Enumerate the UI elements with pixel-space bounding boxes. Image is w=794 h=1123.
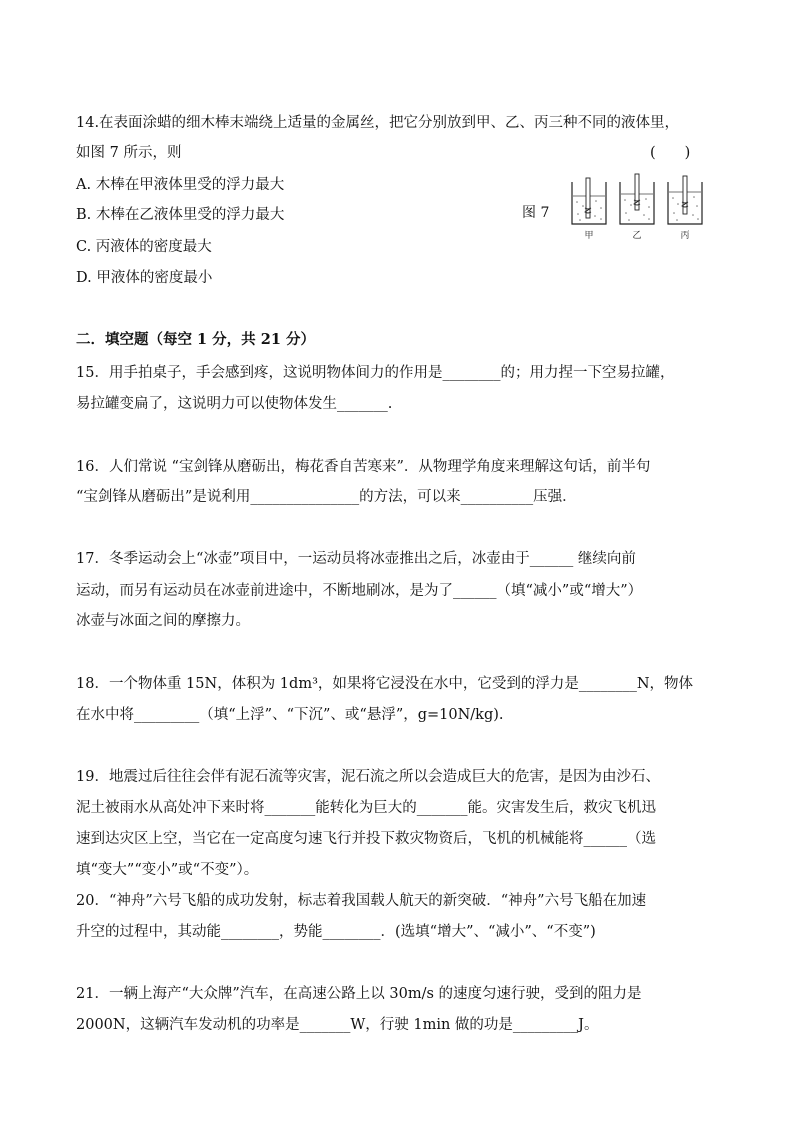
beaker-bing xyxy=(668,176,702,224)
q14-line-1: 14.在表面涂蜡的细木棒末端绕上适量的金属丝，把它分别放到甲、乙、丙三种不同的液体里， xyxy=(76,115,680,131)
q18-line-1: 18．一个物体重 15N，体积为 1dm³，如果将它浸没在水中，它受到的浮力是________N，物体 xyxy=(76,676,694,692)
q21-line-2: 2000N，这辆汽车发动机的功率是_______W，行驶 1min 做的功是_________J。 xyxy=(76,1017,599,1033)
q19-line-4: 填“变大”“变小”或“不变”）。 xyxy=(76,862,259,878)
q17-line-3: 冰壶与冰面之间的摩擦力。 xyxy=(76,613,250,629)
beaker-yi xyxy=(620,174,654,224)
q19-line-2: 泥土被雨水从高处冲下来时将_______能转化为巨大的_______能。灾害发生后，救灾飞机迅 xyxy=(76,800,656,816)
section-heading: 二．填空题（每空 1 分，共 21 分） xyxy=(76,331,315,348)
q15-line-2: 易拉罐变扁了，这说明力可以使物体发生_______. xyxy=(76,396,393,412)
q16-line-2: “宝剑锋从磨砺出”是说利用_______________的方法，可以来__________压强． xyxy=(76,489,577,505)
q14-option-d: D. 甲液体的密度最小 xyxy=(76,270,213,286)
q20-line-2: 升空的过程中，其动能________，势能________．(选填“增大”、“减小”、“不变”) xyxy=(76,924,596,940)
beaker-label-bing: 丙 xyxy=(680,231,690,241)
q14-option-a: A. 木棒在甲液体里受的浮力最大 xyxy=(76,177,285,193)
figure-7-label: 图 7 xyxy=(522,205,550,221)
q17-line-1: 17．冬季运动会上“冰壶”项目中，一运动员将冰壶推出之后，冰壶由于______ 继续向前 xyxy=(76,551,636,567)
q21-line-1: 21．一辆上海产“大众牌”汽车，在高速公路上以 30m/s 的速度匀速行驶，受到的阻力是 xyxy=(76,986,642,1002)
q19-line-1: 19．地震过后往往会伴有泥石流等灾害，泥石流之所以会造成巨大的危害，是因为由沙石、 xyxy=(76,769,660,785)
q15-line-1: 15．用手拍桌子，手会感到疼，这说明物体间力的作用是________的；用力捏一下空易拉罐， xyxy=(76,365,675,381)
q16-line-1: 16．人们常说 “宝剑锋从磨砺出，梅花香自苦寒来”．从物理学角度来理解这句话，前半句 xyxy=(76,459,651,475)
answer-paren: ( ) xyxy=(650,145,691,161)
q18-line-2: 在水中将_________（填“上浮”、“下沉”、或“悬浮”，g=10N/kg). xyxy=(76,707,504,723)
q17-line-2: 运动，而另有运动员在冰壶前进途中，不断地刷冰，是为了______（填“减小”或“增大”） xyxy=(76,583,643,599)
figure-7-beakers xyxy=(568,172,708,244)
q20-line-1: 20．“神舟”六号飞船的成功发射，标志着我国载人航天的新突破．“神舟”六号飞船在加速 xyxy=(76,893,647,909)
beaker-label-jia: 甲 xyxy=(584,231,594,241)
q19-line-3: 速到达灾区上空，当它在一定高度匀速飞行并投下救灾物资后，飞机的机械能将______（选 xyxy=(76,831,656,847)
beaker-label-yi: 乙 xyxy=(632,231,642,241)
q14-line-2: 如图 7 所示，则 xyxy=(76,145,182,161)
beaker-jia xyxy=(572,178,606,224)
q14-option-c: C. 丙液体的密度最大 xyxy=(76,239,212,255)
q14-option-b: B. 木棒在乙液体里受的浮力最大 xyxy=(76,207,285,223)
